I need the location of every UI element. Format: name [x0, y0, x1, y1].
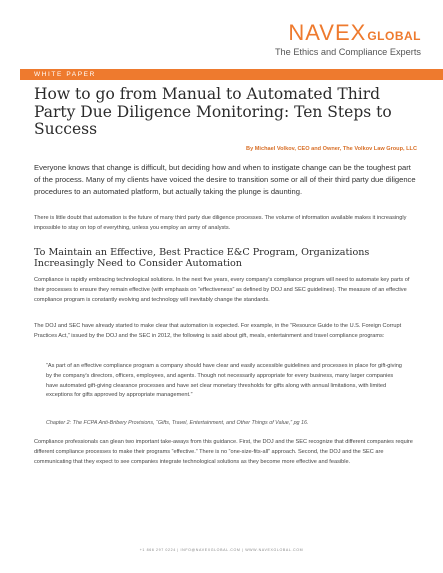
paragraph-automation-future: There is little doubt that automation is the future of many third party due diligence processes. The volume of information available makes it increasingly impossible to stay on top of everything, unless you employ an army of analysts.: [34, 215, 407, 231]
white-paper-banner: WHITE PAPER: [20, 69, 443, 80]
logo-wordmark: [275, 22, 421, 44]
section-heading: To Maintain an Effective, Best Practice E&C Program, Organizations Increasingly Need to Consider Automation: [34, 247, 370, 270]
guidance-quote: “As part of an effective compliance program a company should have clear and easily accessible guidelines and processes in place for gift-giving by the company's directors, officers, employees, and agents. Though not necessarily appropriate for every business, many larger companies have automated gift-giving clearance processes and have set clear monetary thresholds for gifts along with annual limitations, with limited exceptions for gifts approved by appropriate management.”: [46, 363, 402, 399]
logo-global-text: GLOBAL: [367, 29, 421, 43]
paragraph-compliance-tech: Compliance is rapidly embracing technological solutions. In the next five years, every company's compliance program will need to automate key parts of their processes to ensure they remain effective (with emphasis on “effectiveness” as defined by DOJ and SEC guidelines). The measure of an effective compliance program is constantly evolving and technology will inevitably change the standards.: [34, 277, 410, 303]
paragraph-takeaways: Compliance professionals can glean two important take-aways from this guidance. First, the DOJ and the SEC recognize that different companies require different compliance processes to make their programs “effective.” There is no “one-size-fits-all” approach. Second, the DOJ and the SEC are communicating that they expect to see companies integrate technological solutions as they become more effective and feasible.: [34, 439, 413, 465]
intro-paragraph: Everyone knows that change is difficult, but deciding how and when to instigate change can be the toughest part of the process. Many of my clients have voiced the desire to transition some or all of their third party due diligence procedures to an automated platform, but actually taking the plunge is daunting.: [34, 163, 416, 196]
navex-global-logo: [275, 22, 421, 57]
contact-footer: +1 866 297 0224 | INFO@NAVEXGLOBAL.COM | WWW.NAVEXGLOBAL.COM: [139, 548, 304, 552]
logo-navex-text: NAVEX: [288, 20, 367, 45]
author-byline: By Michael Volkov, CEO and Owner, The Volkov Law Group, LLC: [246, 146, 417, 152]
document-title: How to go from Manual to Automated Third Party Due Diligence Monitoring: Ten Steps to Success: [34, 85, 392, 138]
logo-tagline: The Ethics and Compliance Experts: [274, 47, 421, 57]
quote-citation: Chapter 2: The FCPA Anti-Bribery Provisions, “Gifts, Travel, Entertainment, and Other Things of Value,” pg 16.: [46, 420, 309, 426]
paragraph-doj-sec: The DOJ and SEC have already started to make clear that automation is expected. For example, in the “Resource Guide to the U.S. Foreign Corrupt Practices Act,” issued by the DOJ and the SEC in 2012, the following is said about gift, meals, entertainment and travel compliance programs:: [34, 323, 402, 339]
